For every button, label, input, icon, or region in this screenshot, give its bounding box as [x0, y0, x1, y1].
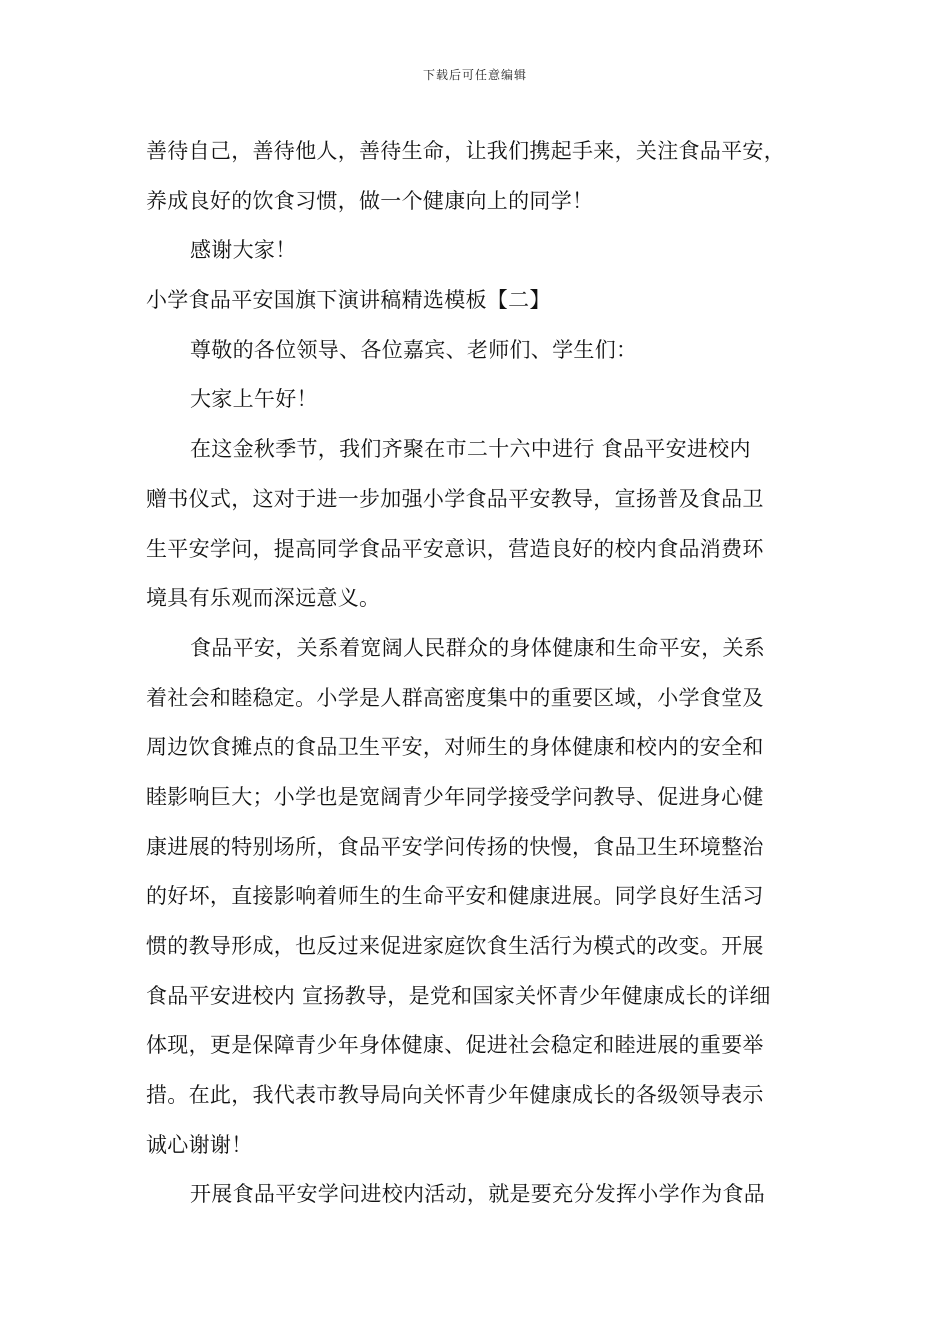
text-line: 的好坏，直接影响着师生的生命平安和健康进展。同学良好生活习: [146, 884, 764, 909]
text-line: 食品平安进校内 宣扬教导，是党和国家关怀青少年健康成长的详细: [146, 983, 771, 1008]
text-line: 生平安学问，提高同学食品平安意识，营造良好的校内食品消费环: [146, 536, 764, 561]
text-line: 着社会和睦稳定。小学是人群高密度集中的重要区域，小学食堂及: [146, 685, 764, 710]
text-line: 睦影响巨大；小学也是宽阔青少年同学接受学问教导、促进身心健: [146, 784, 764, 809]
salutation: 尊敬的各位领导、各位嘉宾、老师们、学生们：: [190, 337, 638, 362]
text-line: 诚心谢谢！: [146, 1132, 253, 1157]
header-note: 下载后可任意编辑: [422, 68, 527, 82]
text-line: 赠书仪式，这对于进一步加强小学食品平安教导，宣扬普及食品卫: [146, 486, 764, 511]
text-line: 食品平安，关系着宽阔人民群众的身体健康和生命平安，关系: [190, 635, 766, 660]
greeting: 大家上午好！: [190, 387, 318, 412]
text-line: 在这金秋季节，我们齐聚在市二十六中进行 食品平安进校内: [190, 437, 751, 462]
text-line: 善待自己，善待他人，善待生命，让我们携起手来，关注食品平安，: [146, 139, 785, 163]
text-line: 措。在此，我代表市教导局向关怀青少年健康成长的各级领导表示: [146, 1083, 764, 1108]
text-line: 康进展的特别场所，食品平安学问传扬的快慢，食品卫生环境整治: [146, 834, 764, 859]
text-line: 养成良好的饮食习惯，做一个健康向上的同学！: [146, 188, 594, 213]
text-line: 感谢大家！: [190, 238, 297, 263]
text-line: 惯的教导形成，也反过来促进家庭饮食生活行为模式的改变。开展: [146, 934, 764, 958]
section-heading: 小学食品平安国旗下演讲稿精选模板【二】: [146, 288, 551, 313]
text-line: 境具有乐观而深远意义。: [146, 586, 381, 611]
text-line: 周边饮食摊点的食品卫生平安，对师生的身体健康和校内的安全和: [146, 735, 764, 760]
text-line: 体现，更是保障青少年身体健康、促进社会稳定和睦进展的重要举: [146, 1033, 764, 1058]
document-body: [146, 127, 812, 1220]
text-line: 开展食品平安学问进校内活动，就是要充分发挥小学作为食品: [190, 1182, 766, 1207]
